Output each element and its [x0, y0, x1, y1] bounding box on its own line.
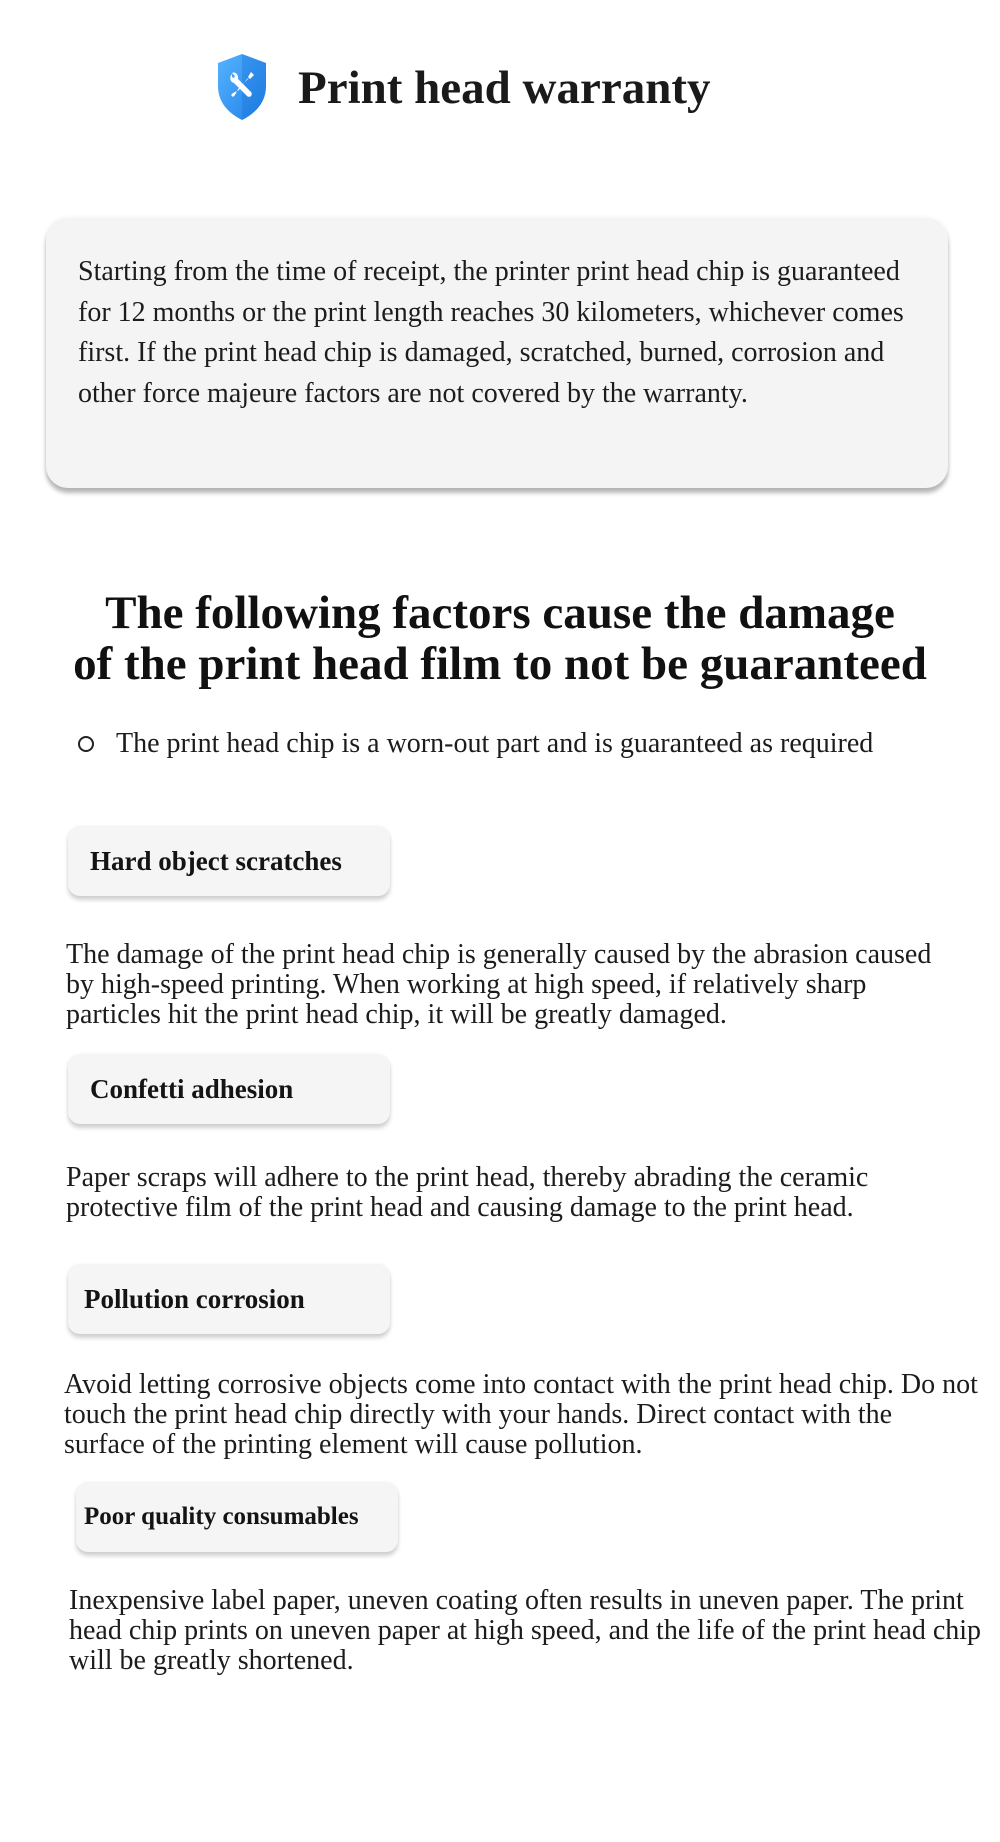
section-heading-line-1: The following factors cause the damage	[105, 587, 895, 639]
factor-description-poor-quality-consumables: Inexpensive label paper, uneven coating often results in uneven paper. The print head chip prints on uneven paper at high speed, and the life of the print head chip will be greatly shortened.	[69, 1585, 982, 1676]
factor-tag-pollution-corrosion: Pollution corrosion	[68, 1264, 390, 1334]
circle-bullet-icon	[78, 736, 94, 752]
shield-tools-icon	[216, 52, 268, 122]
factor-tag-hard-object-scratches: Hard object scratches	[68, 826, 390, 896]
warranty-intro-text: Starting from the time of receipt, the printer print head chip is guaranteed for 12 months or the print length reaches 30 kilometers, whichever comes first. If the print head chip is damaged, scratched, burned, corrosion and other force majeure factors are not covered by the warranty.	[78, 256, 904, 409]
factor-description-confetti-adhesion: Paper scraps will adhere to the print head, thereby abrading the ceramic protective film of the print head and causing damage to the print head.	[66, 1162, 869, 1223]
warranty-intro-card	[46, 218, 948, 488]
factor-description-hard-object-scratches: The damage of the print head chip is generally caused by the abrasion caused by high-speed printing. When working at high speed, if relatively sharp particles hit the print head chip, it will be greatly damaged.	[66, 939, 932, 1030]
factor-description-pollution-corrosion: Avoid letting corrosive objects come into contact with the print head chip. Do not touch the print head chip directly with your hands. Direct contact with the surface of the printing element will cause pollution.	[64, 1369, 978, 1460]
worn-part-note-text: The print head chip is a worn-out part and is guaranteed as required	[116, 728, 874, 759]
page-header	[0, 50, 1000, 130]
factor-tag-poor-quality-consumables: Poor quality consumables	[76, 1482, 398, 1552]
worn-part-note	[78, 726, 978, 766]
section-heading	[0, 588, 1000, 690]
factor-tag-confetti-adhesion: Confetti adhesion	[68, 1054, 390, 1124]
page-title: Print head warranty	[298, 62, 711, 114]
section-heading-line-2: of the print head film to not be guaranteed	[73, 638, 927, 690]
